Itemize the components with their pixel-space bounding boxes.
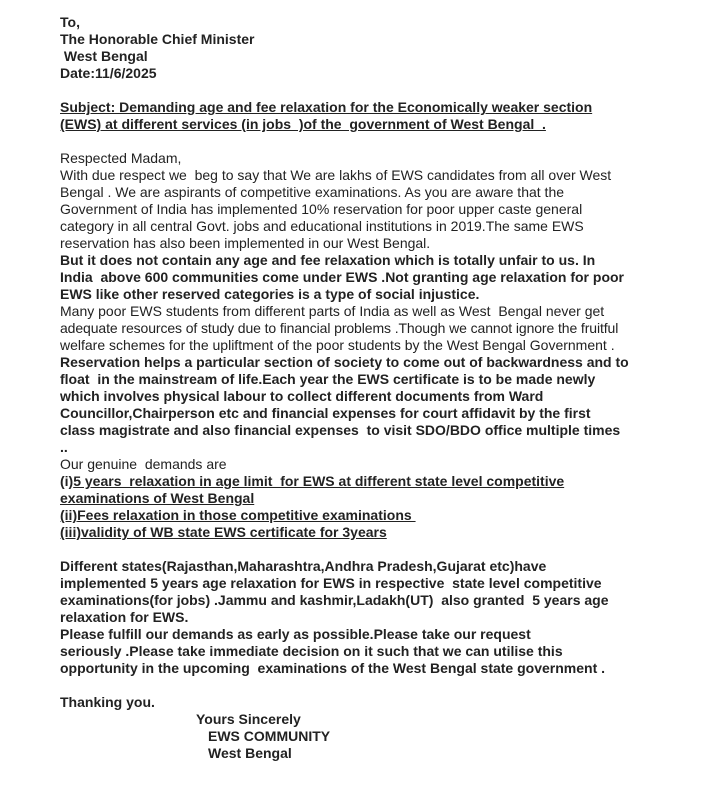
para6-line: seriously .Please take immediate decision on it such that we can utilise this — [60, 643, 563, 659]
para4-line: float in the mainstream of life.Each year the EWS certificate is to be made newly — [60, 371, 596, 387]
signature-place: West Bengal — [208, 745, 292, 761]
recipient-line: The Honorable Chief Minister — [60, 31, 255, 47]
para3-line: adequate resources of study due to financial problems .Though we cannot ignore the fruitful — [60, 320, 619, 336]
demand-item — [60, 473, 660, 507]
para6-line: Please fulfill our demands as early as possible.Please take our request — [60, 626, 531, 642]
demand-item — [60, 524, 660, 541]
para4-line: Councillor,Chairperson etc and financial expenses for court affidavit by the first — [60, 405, 591, 421]
para1-line: Government of India has implemented 10% reservation for poor upper caste general — [60, 201, 583, 217]
demand-text: validity of WB state EWS certificate for 3years — [81, 524, 387, 540]
para2-line: But it does not contain any age and fee relaxation which is totally unfair to us. In — [60, 252, 596, 268]
demand-number: (iii) — [60, 524, 81, 540]
para1-line: Bengal . We are aspirants of competitive examinations. As you are aware that the — [60, 184, 565, 200]
paragraph-4 — [60, 354, 660, 456]
para4-line: Reservation helps a particular section of society to come out of backwardness and to — [60, 354, 629, 370]
demand-item — [60, 507, 660, 524]
paragraph-5 — [60, 558, 660, 626]
para5-line: implemented 5 years age relaxation for EWS in respective state level competitive — [60, 575, 602, 591]
thanks-line: Thanking you. — [60, 694, 155, 710]
state-line: West Bengal — [60, 48, 148, 64]
paragraph-1 — [60, 167, 660, 252]
demands-intro: Our genuine demands are — [60, 456, 227, 472]
to-line: To, — [60, 14, 80, 30]
para6-line: opportunity in the upcoming examinations of the West Bengal state government . — [60, 660, 606, 676]
subject — [60, 99, 660, 133]
para2-line: India above 600 communities come under EWS .Not granting age relaxation for poor — [60, 269, 624, 285]
para5-line: examinations(for jobs) .Jammu and kashmir,Ladakh(UT) also granted 5 years age — [60, 592, 609, 608]
salutation: Respected Madam, — [60, 150, 182, 166]
para5-line: relaxation for EWS. — [60, 609, 189, 625]
paragraph-2 — [60, 252, 660, 303]
sincerely-line: Yours Sincerely — [196, 711, 301, 727]
demand-number: (ii) — [60, 507, 78, 523]
letter — [60, 14, 660, 762]
paragraph-3 — [60, 303, 660, 354]
demand-text-cont: examinations of West Bengal — [60, 490, 255, 506]
demands-list — [60, 473, 660, 541]
para4-line: .. — [60, 439, 68, 455]
signature-org: EWS COMMUNITY — [208, 728, 331, 744]
demand-text: Fees relaxation in those competitive examinations — [77, 507, 416, 523]
demand-text: 5 years relaxation in age limit for EWS at different state level competitive — [73, 473, 565, 489]
para1-line: reservation has also been implemented in our West Bengal. — [60, 235, 431, 251]
demand-number: (i) — [60, 473, 74, 489]
para4-line: class magistrate and also financial expenses to visit SDO/BDO office multiple times — [60, 422, 621, 438]
paragraph-6 — [60, 626, 660, 677]
para1-line: With due respect we beg to say that We are lakhs of EWS candidates from all over West — [60, 167, 612, 183]
closing — [60, 694, 660, 762]
para1-line: category in all central Govt. jobs and educational institutions in 2019.The same EWS — [60, 218, 584, 234]
letter-header — [60, 14, 660, 82]
date-line: Date:11/6/2025 — [60, 65, 157, 81]
subject-line-1: Subject: Demanding age and fee relaxation for the Economically weaker section — [60, 99, 593, 115]
para2-line: EWS like other reserved categories is a type of social injustice. — [60, 286, 480, 302]
para3-line: welfare schemes for the upliftment of the poor students by the West Bengal Government . — [60, 337, 615, 353]
subject-line-2: (EWS) at different services (in jobs )of the government of West Bengal . — [60, 116, 546, 132]
para4-line: which involves physical labour to collect different documents from Ward — [60, 388, 544, 404]
para5-line: Different states(Rajasthan,Maharashtra,Andhra Pradesh,Gujarat etc)have — [60, 558, 547, 574]
para3-line: Many poor EWS students from different parts of India as well as West Bengal never get — [60, 303, 605, 319]
